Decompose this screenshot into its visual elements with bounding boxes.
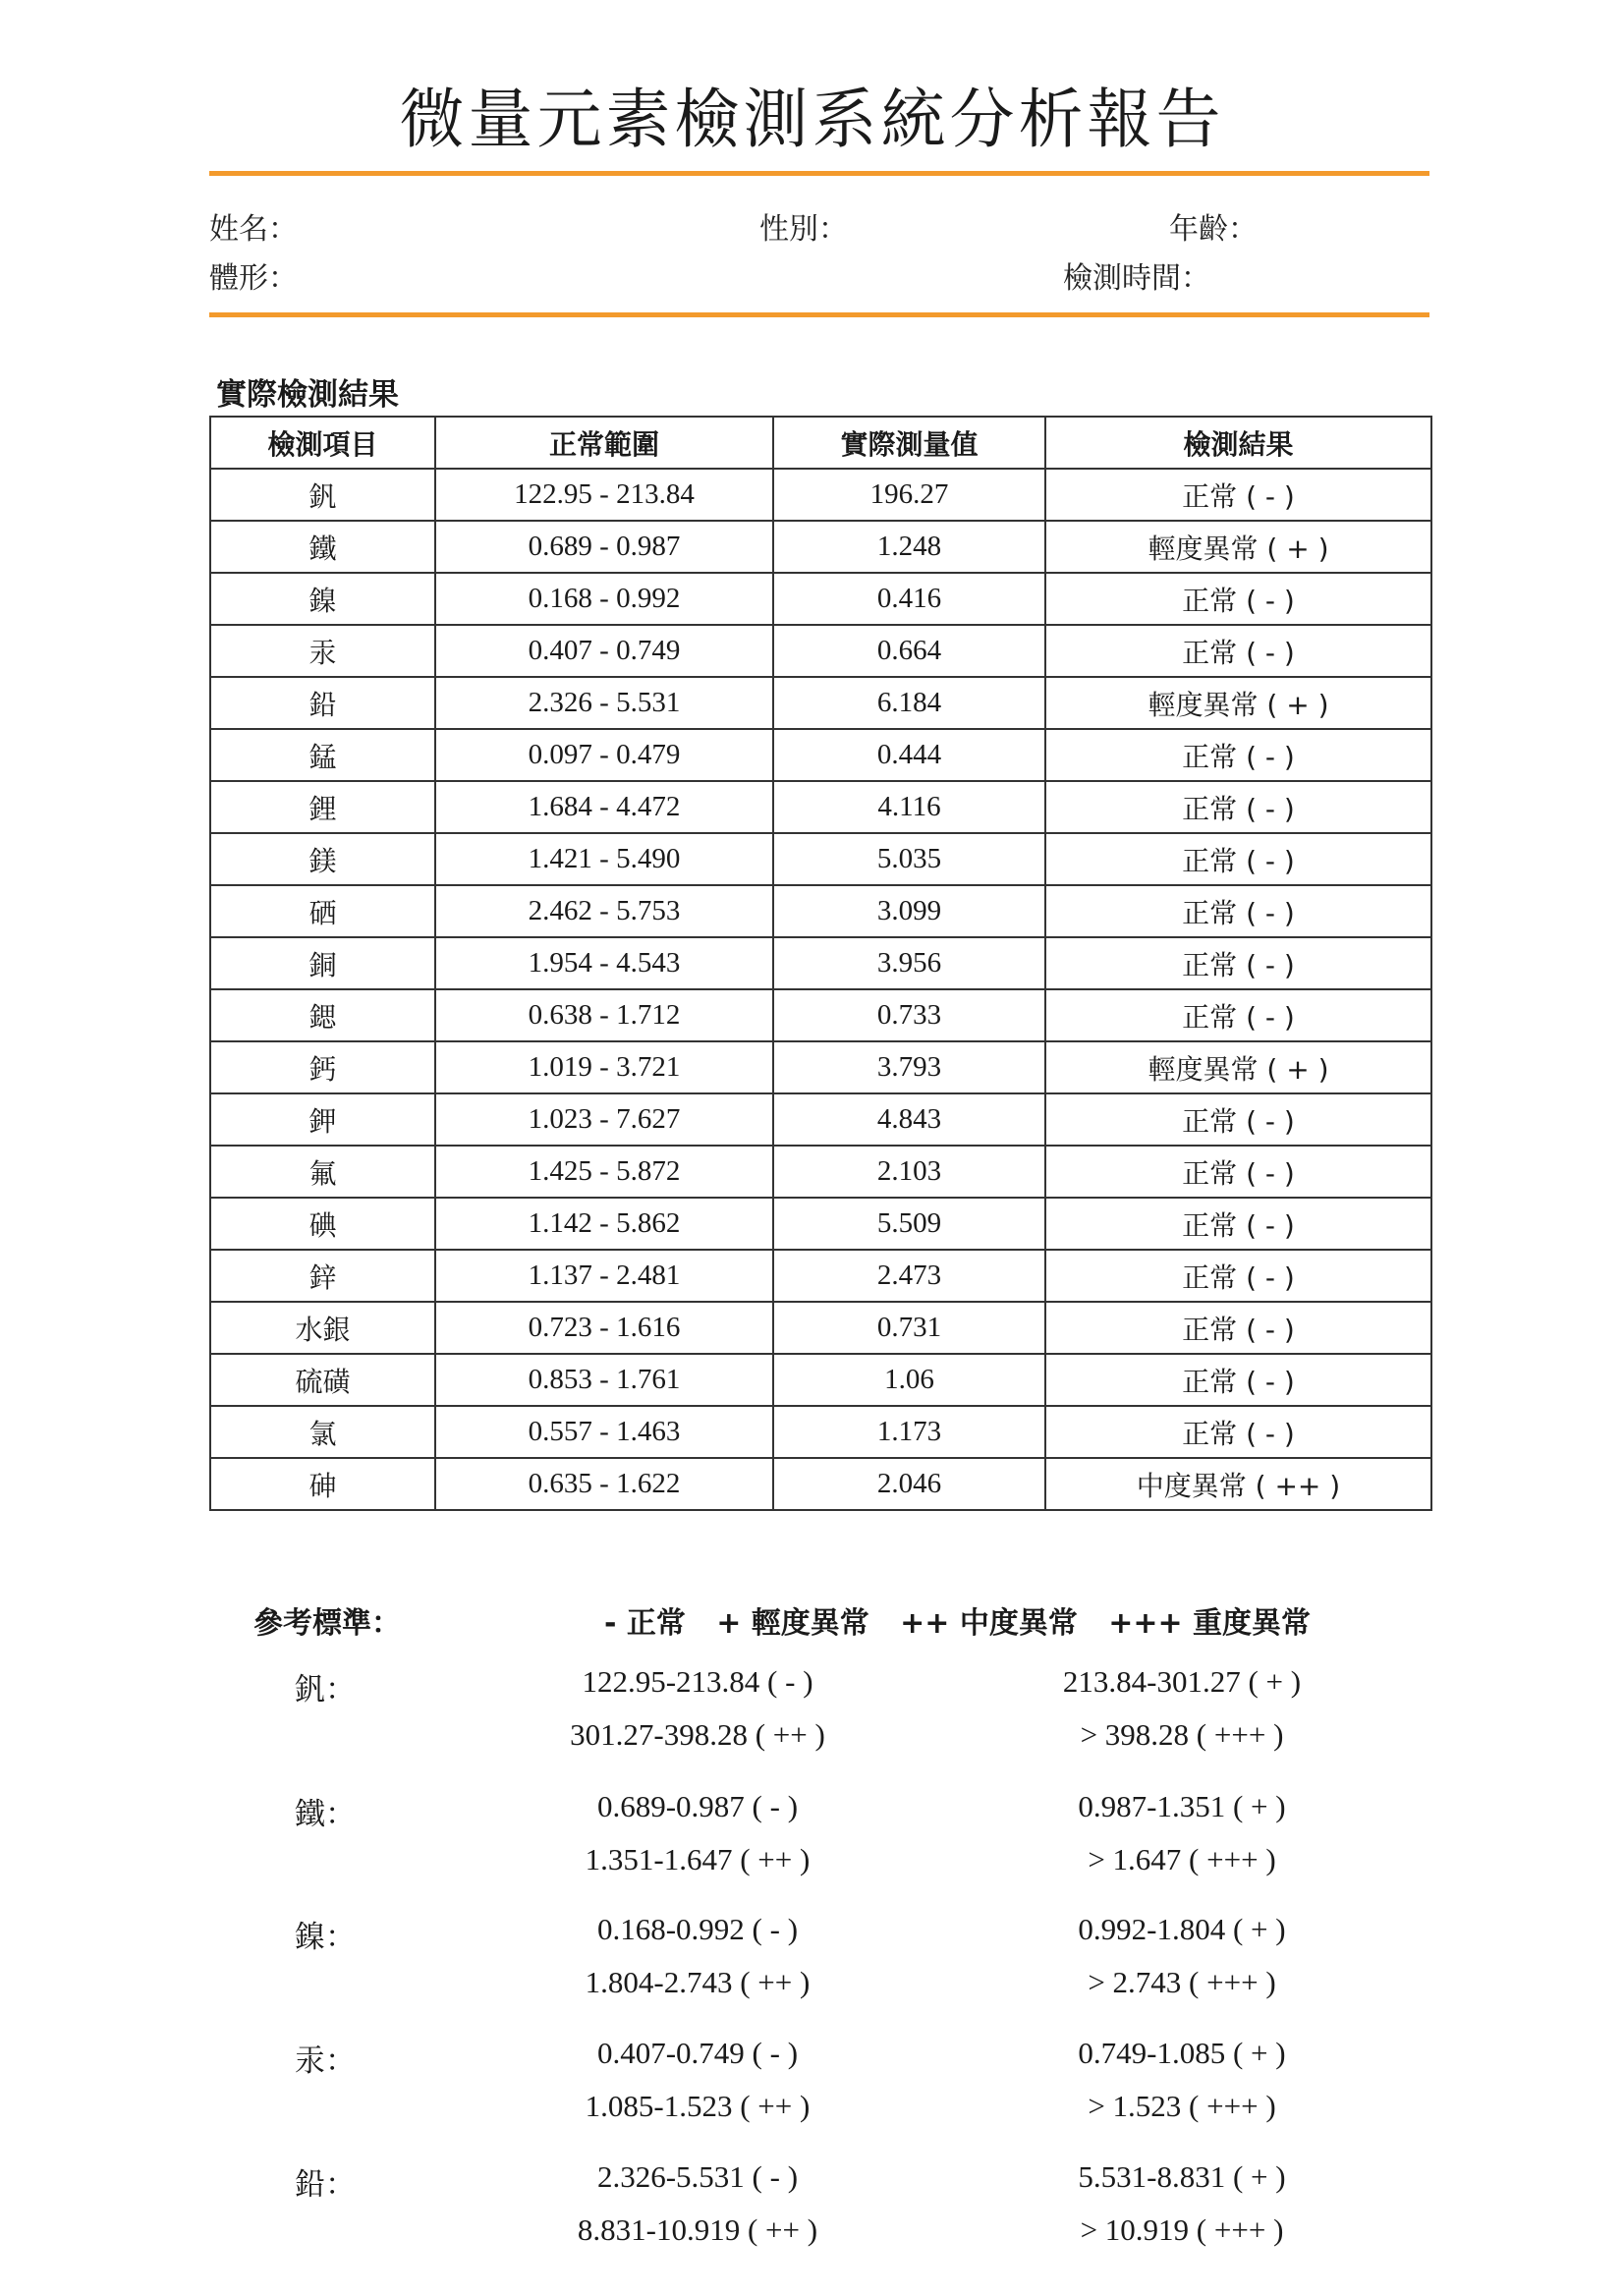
reference-range: 213.84-301.27 ( + ) <box>1062 1664 1302 1699</box>
cell-item: 硒 <box>210 885 435 937</box>
legend-text: - 正常 + 輕度異常 ++ 中度異常 +++ 重度異常 <box>604 1606 1312 1641</box>
cell-measured-value: 4.843 <box>773 1093 1045 1146</box>
table-row <box>210 885 1431 937</box>
cell-normal-range: 0.689 - 0.987 <box>435 521 773 573</box>
cell-item: 鉀 <box>210 1093 435 1146</box>
name-label: 姓名： <box>209 212 298 247</box>
cell-measured-value: 1.06 <box>773 1354 1045 1406</box>
table-row <box>210 625 1431 677</box>
reference-range: 1.351-1.647 ( ++ ) <box>585 1842 811 1876</box>
cell-normal-range: 0.168 - 0.992 <box>435 573 773 625</box>
table-header-row <box>210 417 1431 469</box>
cell-measured-value: 0.733 <box>773 989 1045 1041</box>
cell-measured-value: 3.956 <box>773 937 1045 989</box>
cell-item: 釩 <box>210 469 435 521</box>
table-row <box>210 1458 1431 1510</box>
cell-item: 鎳 <box>210 573 435 625</box>
cell-normal-range: 0.853 - 1.761 <box>435 1354 773 1406</box>
cell-result: 正常 ( - ) <box>1045 625 1431 677</box>
cell-result: 正常 ( - ) <box>1045 1354 1431 1406</box>
cell-measured-value: 1.248 <box>773 521 1045 573</box>
cell-result: 正常 ( - ) <box>1045 1250 1431 1302</box>
cell-measured-value: 4.116 <box>773 781 1045 833</box>
test-time-label: 檢測時間： <box>1063 261 1210 296</box>
cell-normal-range: 122.95 - 213.84 <box>435 469 773 521</box>
cell-item: 砷 <box>210 1458 435 1510</box>
table-row <box>210 1041 1431 1093</box>
cell-measured-value: 196.27 <box>773 469 1045 521</box>
cell-normal-range: 1.023 - 7.627 <box>435 1093 773 1146</box>
cell-normal-range: 0.723 - 1.616 <box>435 1302 773 1354</box>
cell-normal-range: 0.557 - 1.463 <box>435 1406 773 1458</box>
gender-label: 性別： <box>759 212 848 247</box>
cell-item: 汞 <box>210 625 435 677</box>
cell-item: 氟 <box>210 1146 435 1198</box>
table-row <box>210 521 1431 573</box>
table-row <box>210 469 1431 521</box>
top-divider <box>209 171 1429 176</box>
age-label: 年齡： <box>1169 212 1258 247</box>
header-measured-value: 實際測量值 <box>773 417 1045 469</box>
cell-normal-range: 1.425 - 5.872 <box>435 1146 773 1198</box>
cell-item: 鍶 <box>210 989 435 1041</box>
table-row <box>210 781 1431 833</box>
reference-element: 鉛： <box>295 2167 356 2203</box>
cell-result: 輕度異常 ( + ) <box>1045 521 1431 573</box>
reference-range: > 10.919 ( +++ ) <box>1080 2212 1284 2247</box>
cell-normal-range: 1.019 - 3.721 <box>435 1041 773 1093</box>
cell-normal-range: 1.137 - 2.481 <box>435 1250 773 1302</box>
reference-element: 鐵： <box>295 1797 356 1832</box>
header-normal-range: 正常範圍 <box>435 417 773 469</box>
cell-measured-value: 0.731 <box>773 1302 1045 1354</box>
reference-range: 122.95-213.84 ( - ) <box>582 1664 813 1699</box>
section-title: 實際檢測結果 <box>216 377 399 413</box>
table-row <box>210 833 1431 885</box>
cell-result: 正常 ( - ) <box>1045 989 1431 1041</box>
reference-range: 0.168-0.992 ( - ) <box>596 1912 799 1946</box>
cell-result: 正常 ( - ) <box>1045 1406 1431 1458</box>
reference-range: 1.085-1.523 ( ++ ) <box>585 2089 811 2123</box>
cell-normal-range: 0.638 - 1.712 <box>435 989 773 1041</box>
cell-result: 正常 ( - ) <box>1045 1302 1431 1354</box>
cell-item: 水銀 <box>210 1302 435 1354</box>
cell-result: 正常 ( - ) <box>1045 937 1431 989</box>
cell-measured-value: 6.184 <box>773 677 1045 729</box>
cell-normal-range: 0.097 - 0.479 <box>435 729 773 781</box>
body-type-label: 體形： <box>209 261 298 296</box>
table-row <box>210 573 1431 625</box>
table-row <box>210 1354 1431 1406</box>
report-title: 微量元素檢測系統分析報告 <box>399 82 1225 157</box>
reference-range: 0.749-1.085 ( + ) <box>1078 2036 1286 2070</box>
header-item: 檢測項目 <box>210 417 435 469</box>
cell-measured-value: 0.416 <box>773 573 1045 625</box>
cell-normal-range: 1.954 - 4.543 <box>435 937 773 989</box>
cell-measured-value: 3.793 <box>773 1041 1045 1093</box>
legend-label: 參考標準： <box>253 1606 401 1641</box>
reference-range: 0.987-1.351 ( + ) <box>1078 1789 1286 1823</box>
cell-item: 鉛 <box>210 677 435 729</box>
cell-result: 正常 ( - ) <box>1045 573 1431 625</box>
reference-range: 5.531-8.831 ( + ) <box>1078 2159 1286 2194</box>
cell-item: 鋅 <box>210 1250 435 1302</box>
header-result: 檢測結果 <box>1045 417 1431 469</box>
cell-normal-range: 1.421 - 5.490 <box>435 833 773 885</box>
cell-measured-value: 5.035 <box>773 833 1045 885</box>
cell-item: 錳 <box>210 729 435 781</box>
cell-measured-value: 0.664 <box>773 625 1045 677</box>
cell-normal-range: 2.326 - 5.531 <box>435 677 773 729</box>
cell-result: 正常 ( - ) <box>1045 729 1431 781</box>
cell-result: 正常 ( - ) <box>1045 1146 1431 1198</box>
cell-normal-range: 1.142 - 5.862 <box>435 1198 773 1250</box>
reference-range: 301.27-398.28 ( ++ ) <box>570 1717 825 1752</box>
cell-normal-range: 1.684 - 4.472 <box>435 781 773 833</box>
cell-result: 正常 ( - ) <box>1045 833 1431 885</box>
reference-element: 汞： <box>295 2043 356 2079</box>
reference-range: 2.326-5.531 ( - ) <box>596 2159 799 2194</box>
table-row <box>210 1406 1431 1458</box>
table-row <box>210 1302 1431 1354</box>
reference-range: > 2.743 ( +++ ) <box>1088 1965 1276 1999</box>
cell-item: 鋰 <box>210 781 435 833</box>
cell-item: 鈣 <box>210 1041 435 1093</box>
cell-item: 硫磺 <box>210 1354 435 1406</box>
results-table <box>209 416 1432 1511</box>
table-row <box>210 1198 1431 1250</box>
table-row <box>210 677 1431 729</box>
cell-measured-value: 1.173 <box>773 1406 1045 1458</box>
cell-measured-value: 2.473 <box>773 1250 1045 1302</box>
table-row <box>210 1250 1431 1302</box>
cell-measured-value: 5.509 <box>773 1198 1045 1250</box>
table-row <box>210 1146 1431 1198</box>
cell-measured-value: 2.103 <box>773 1146 1045 1198</box>
cell-item: 鐵 <box>210 521 435 573</box>
cell-result: 正常 ( - ) <box>1045 885 1431 937</box>
cell-normal-range: 0.407 - 0.749 <box>435 625 773 677</box>
table-row <box>210 1093 1431 1146</box>
reference-range: > 398.28 ( +++ ) <box>1080 1717 1284 1752</box>
cell-normal-range: 2.462 - 5.753 <box>435 885 773 937</box>
cell-normal-range: 0.635 - 1.622 <box>435 1458 773 1510</box>
cell-measured-value: 3.099 <box>773 885 1045 937</box>
cell-result: 輕度異常 ( + ) <box>1045 677 1431 729</box>
cell-result: 正常 ( - ) <box>1045 1198 1431 1250</box>
reference-range: 0.407-0.749 ( - ) <box>596 2036 799 2070</box>
reference-range: 0.992-1.804 ( + ) <box>1078 1912 1286 1946</box>
cell-item: 鎂 <box>210 833 435 885</box>
reference-element: 釩： <box>295 1672 356 1707</box>
cell-result: 正常 ( - ) <box>1045 781 1431 833</box>
reference-range: 1.804-2.743 ( ++ ) <box>585 1965 811 1999</box>
cell-result: 中度異常 ( ++ ) <box>1045 1458 1431 1510</box>
reference-range: 0.689-0.987 ( - ) <box>596 1789 799 1823</box>
bottom-divider <box>209 312 1429 317</box>
reference-range: > 1.647 ( +++ ) <box>1088 1842 1276 1876</box>
cell-result: 正常 ( - ) <box>1045 469 1431 521</box>
cell-result: 輕度異常 ( + ) <box>1045 1041 1431 1093</box>
cell-result: 正常 ( - ) <box>1045 1093 1431 1146</box>
reference-element: 鎳： <box>295 1920 356 1955</box>
cell-item: 碘 <box>210 1198 435 1250</box>
table-row <box>210 937 1431 989</box>
table-row <box>210 989 1431 1041</box>
reference-range: > 1.523 ( +++ ) <box>1088 2089 1276 2123</box>
cell-measured-value: 0.444 <box>773 729 1045 781</box>
table-row <box>210 729 1431 781</box>
cell-item: 氯 <box>210 1406 435 1458</box>
cell-measured-value: 2.046 <box>773 1458 1045 1510</box>
reference-range: 8.831-10.919 ( ++ ) <box>577 2212 818 2247</box>
cell-item: 銅 <box>210 937 435 989</box>
